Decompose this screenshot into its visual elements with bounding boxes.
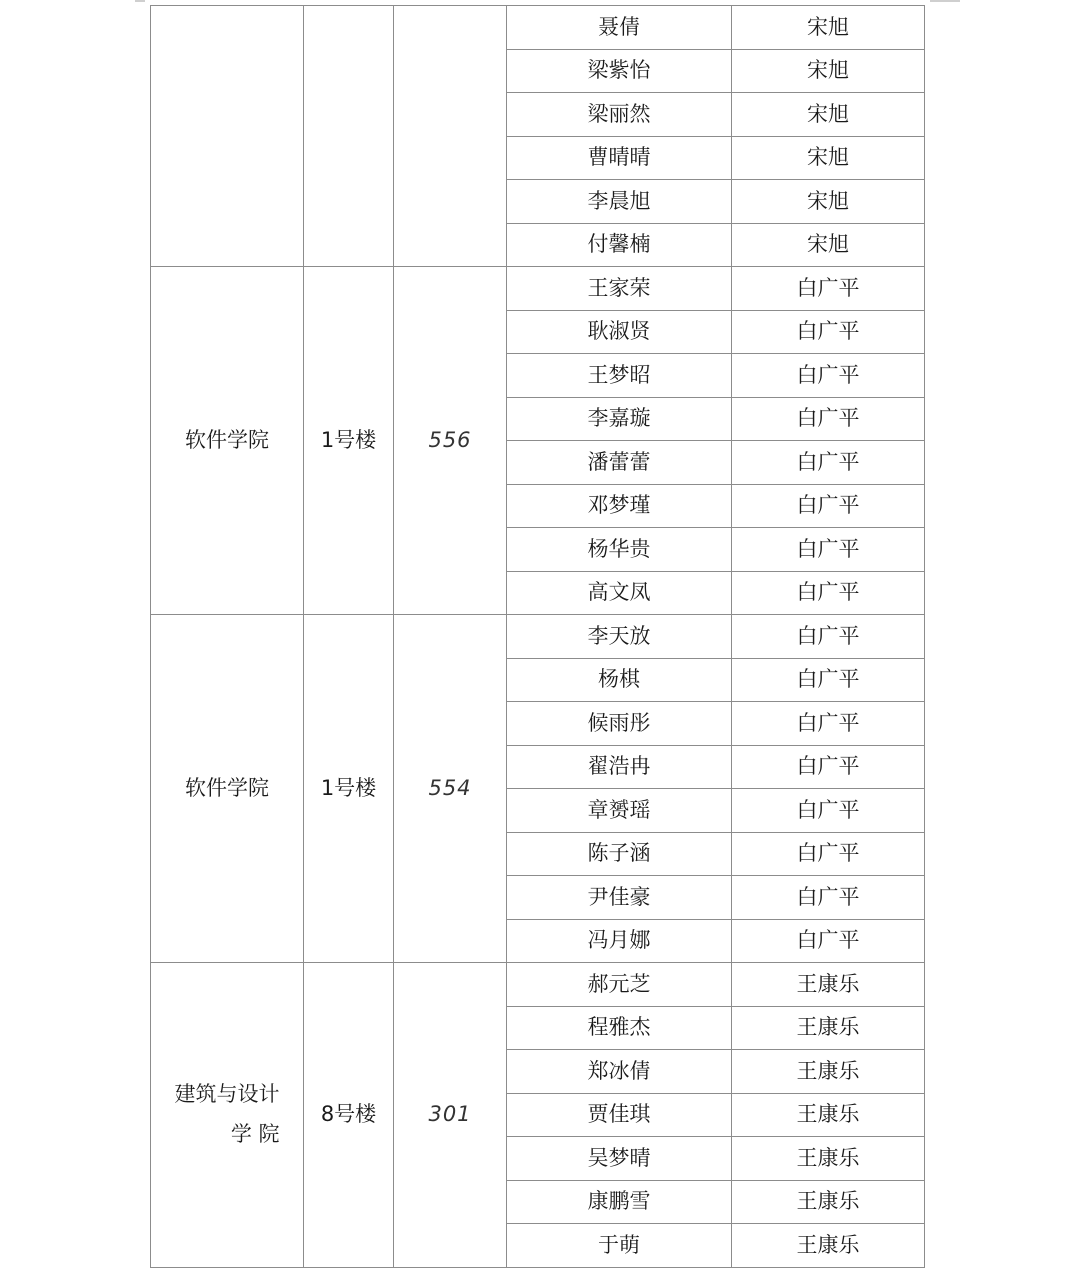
college-label-line: 学 院 <box>230 1121 280 1146</box>
roster-table-body <box>151 6 925 1268</box>
teacher-name-cell: 白广平 <box>732 528 925 572</box>
teacher-name-cell: 白广平 <box>732 919 925 963</box>
student-name-cell: 高文凤 <box>507 571 732 615</box>
student-name-cell: 李天放 <box>507 615 732 659</box>
student-name-cell: 耿淑贤 <box>507 310 732 354</box>
teacher-name-cell: 宋旭 <box>732 223 925 267</box>
student-name-cell: 曹晴晴 <box>507 136 732 180</box>
building-cell: 1号楼 <box>304 615 394 963</box>
college-label: 软件学院 <box>185 775 269 800</box>
teacher-name-cell: 白广平 <box>732 267 925 311</box>
student-name-cell: 梁丽然 <box>507 93 732 137</box>
student-name-cell: 邓梦瑾 <box>507 484 732 528</box>
teacher-name-cell: 白广平 <box>732 615 925 659</box>
student-name-cell: 潘蕾蕾 <box>507 441 732 485</box>
student-name-cell: 章赟瑶 <box>507 789 732 833</box>
teacher-name-cell: 王康乐 <box>732 1093 925 1137</box>
student-name-cell: 李嘉璇 <box>507 397 732 441</box>
teacher-name-cell: 白广平 <box>732 397 925 441</box>
college-cell <box>151 267 304 615</box>
teacher-name-cell: 白广平 <box>732 484 925 528</box>
teacher-name-cell: 宋旭 <box>732 93 925 137</box>
student-name-cell: 梁紫怡 <box>507 49 732 93</box>
table-row <box>151 615 925 659</box>
student-name-cell: 付馨楠 <box>507 223 732 267</box>
teacher-name-cell: 宋旭 <box>732 136 925 180</box>
student-name-cell: 贾佳琪 <box>507 1093 732 1137</box>
student-name-cell: 陈子涵 <box>507 832 732 876</box>
teacher-name-cell: 宋旭 <box>732 6 925 50</box>
teacher-name-cell: 王康乐 <box>732 1180 925 1224</box>
student-name-cell: 尹佳豪 <box>507 876 732 920</box>
teacher-name-cell: 宋旭 <box>732 180 925 224</box>
room-number-cell: 554 <box>394 615 507 963</box>
table-row <box>151 6 925 50</box>
student-name-cell: 冯月娜 <box>507 919 732 963</box>
student-name-cell: 杨棋 <box>507 658 732 702</box>
student-name-cell: 程雅杰 <box>507 1006 732 1050</box>
student-name-cell: 郝元芝 <box>507 963 732 1007</box>
college-label <box>175 1075 280 1155</box>
college-cell <box>151 6 304 267</box>
student-name-cell: 候雨彤 <box>507 702 732 746</box>
room-number-cell: 556 <box>394 267 507 615</box>
roster-table <box>150 5 925 1268</box>
college-label: 软件学院 <box>185 427 269 452</box>
room-number-cell <box>394 6 507 267</box>
student-name-cell: 翟浩冉 <box>507 745 732 789</box>
teacher-name-cell: 白广平 <box>732 745 925 789</box>
teacher-name-cell: 白广平 <box>732 832 925 876</box>
student-name-cell: 郑冰倩 <box>507 1050 732 1094</box>
student-name-cell: 康鹏雪 <box>507 1180 732 1224</box>
student-name-cell: 杨华贵 <box>507 528 732 572</box>
student-name-cell: 聂倩 <box>507 6 732 50</box>
building-cell <box>304 6 394 267</box>
table-row <box>151 267 925 311</box>
student-name-cell: 王梦昭 <box>507 354 732 398</box>
college-label-line: 建筑与设计 <box>174 1081 280 1106</box>
teacher-name-cell: 白广平 <box>732 354 925 398</box>
teacher-name-cell: 白广平 <box>732 310 925 354</box>
college-cell <box>151 963 304 1268</box>
teacher-name-cell: 王康乐 <box>732 1050 925 1094</box>
student-name-cell: 吴梦晴 <box>507 1137 732 1181</box>
teacher-name-cell: 白广平 <box>732 789 925 833</box>
teacher-name-cell: 白广平 <box>732 702 925 746</box>
student-name-cell: 李晨旭 <box>507 180 732 224</box>
teacher-name-cell: 王康乐 <box>732 1137 925 1181</box>
page-top-edge-right <box>930 0 960 2</box>
teacher-name-cell: 白广平 <box>732 876 925 920</box>
college-cell <box>151 615 304 963</box>
teacher-name-cell: 白广平 <box>732 441 925 485</box>
building-cell: 8号楼 <box>304 963 394 1268</box>
teacher-name-cell: 白广平 <box>732 571 925 615</box>
teacher-name-cell: 白广平 <box>732 658 925 702</box>
teacher-name-cell: 王康乐 <box>732 963 925 1007</box>
page-top-edge-left <box>135 0 145 2</box>
teacher-name-cell: 宋旭 <box>732 49 925 93</box>
teacher-name-cell: 王康乐 <box>732 1006 925 1050</box>
building-cell: 1号楼 <box>304 267 394 615</box>
student-name-cell: 于萌 <box>507 1224 732 1268</box>
student-name-cell: 王家荣 <box>507 267 732 311</box>
teacher-name-cell: 王康乐 <box>732 1224 925 1268</box>
room-number-cell: 301 <box>394 963 507 1268</box>
table-row <box>151 963 925 1007</box>
